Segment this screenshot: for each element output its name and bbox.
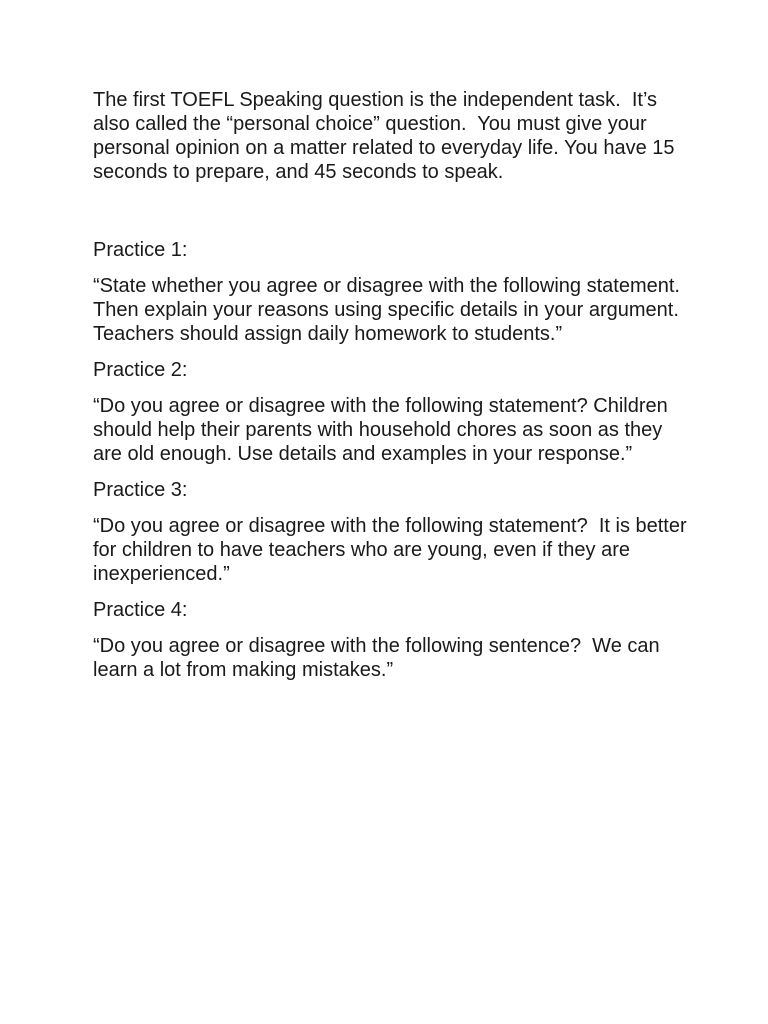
- practice-3-prompt: “Do you agree or disagree with the following statement? It is better for children to have teachers who are young, even if they are inexperienced.”: [93, 515, 693, 585]
- practice-3-label: Practice 3:: [93, 479, 188, 501]
- practice-4-prompt: “Do you agree or disagree with the following sentence? We can learn a lot from making mistakes.”: [93, 635, 666, 681]
- intro-paragraph: The first TOEFL Speaking question is the independent task. It’s also called the “personal choice” question. You must give your personal opinion on a matter related to everyday life. You have 15 seconds to prepare, and 45 seconds to speak.: [93, 89, 681, 183]
- practice-2-prompt: “Do you agree or disagree with the following statement? Children should help their parents with household chores as soon as they are old enough. Use details and examples in your response.”: [93, 395, 674, 465]
- practice-4-label: Practice 4:: [93, 599, 188, 621]
- practice-2-label: Practice 2:: [93, 359, 188, 381]
- document-page: [93, 88, 693, 682]
- practice-1-label: Practice 1:: [93, 239, 188, 261]
- practice-1-prompt: “State whether you agree or disagree with the following statement. Then explain your reasons using specific details in your argument. Teachers should assign daily homework to students.”: [93, 275, 686, 345]
